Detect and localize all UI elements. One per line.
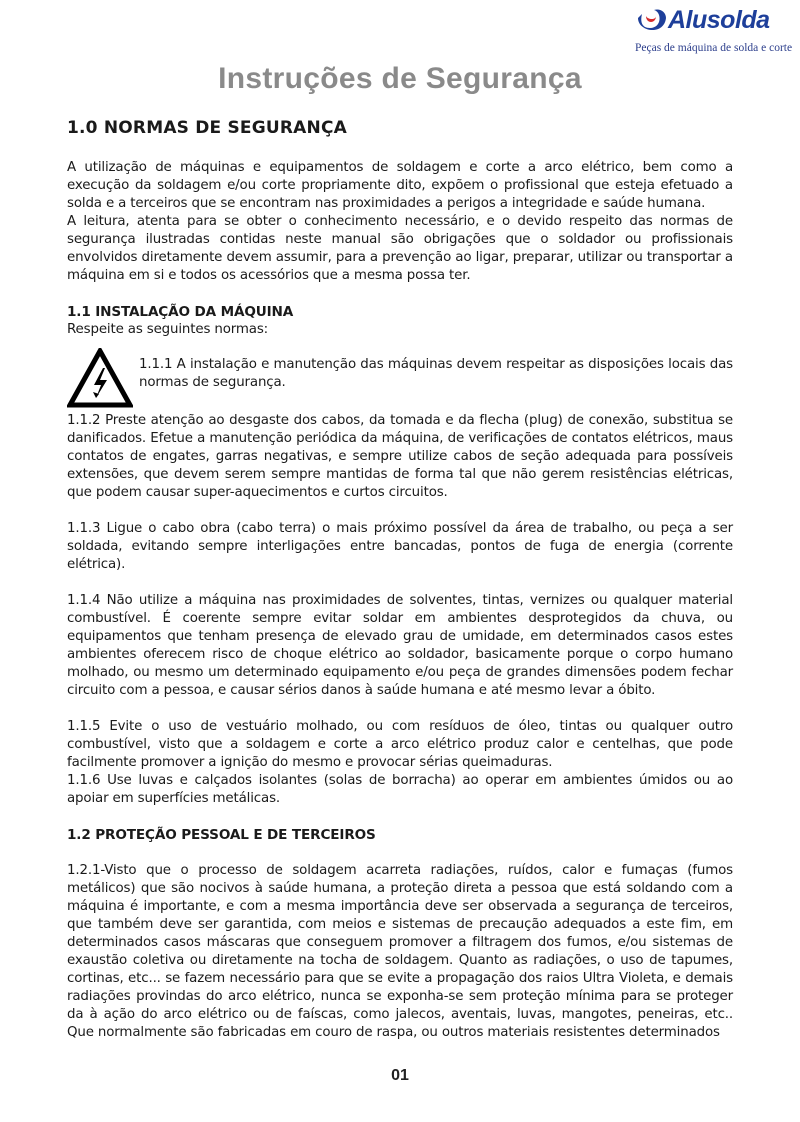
- page-number: 01: [391, 1067, 409, 1084]
- electric-shock-warning-icon: [67, 348, 133, 408]
- page-title: Instruções de Segurança: [218, 62, 582, 95]
- paragraph-reading: A leitura, atenta para se obter o conhecimento necessário, e o devido respeito das normas de segurança ilustradas contidas neste manual são obrigações que o soldador ou profissionais envolvidos diretamente devem assumir, para a prevenção ao ligar, preparar, utilizar ou transportar a máquina em si e todos os acessórios que a mesma possa ter.: [67, 214, 733, 283]
- item-1-2-1: 1.2.1-Visto que o processo de soldagem acarreta radiações, ruídos, calor e fumaças (fumos metálicos) que são nocivos à saúde humana, a proteção direta a pessoa que está soldando com a máquina é importante, e com a mesma importância deve ser observada a segurança de terceiros, que também deve ser garantida, com meios e sistemas de precaução adequados a este fim, em determinados casos máscaras que conseguem promover a filtragem dos fumos, e/ou sistemas de exaustão coletiva ou diretamente na tocha de soldagem. Quanto as radiações, o uso de tapumes, cortinas, etc... se fazem necessário para que se evite a propagação dos raios Ultra Violeta, e demais radiações provindas do arco elétrico, nunca se exponha-se sem proteção mínima para se proteger da à ação do arco elétrico ou de faíscas, como jalecos, aventais, luvas, mangotes, peneiras, etc.. Que normalmente são fabricadas em couro de raspa, ou outros materiais resistentes determinados: [67, 863, 733, 1040]
- logo-name: Alusolda: [668, 6, 770, 34]
- logo-tagline: Peças de máquina de solda e corte: [635, 42, 793, 54]
- alusolda-swirl-icon: [634, 4, 670, 40]
- document-body: [67, 117, 733, 1042]
- item-1-1-5: 1.1.5 Evite o uso de vestuário molhado, ou com resíduos de óleo, tintas ou qualquer outro combustível, visto que a soldagem e corte a arco elétrico produz calor e centelhas, que pode facilmente promover a ignição do mesmo e provocar sérias queimaduras.: [67, 719, 733, 770]
- section-heading-1-0: 1.0 NORMAS DE SEGURANÇA: [67, 118, 348, 138]
- item-1-1-2: 1.1.2 Preste atenção ao desgaste dos cabos, da tomada e da flecha (plug) de conexão, substitua se danificados. Efetue a manutenção periódica da máquina, de verificações de contatos elétricos, maus contatos de engates, garras negativas, e sempre utilize cabos de seção adequada para possíveis extensões, que devem serem sempre mantidas de forma tal que não gerem resistências elétricas, que podem causar super-aquecimentos e curtos circuitos.: [67, 413, 733, 500]
- item-1-1-1: 1.1.1 A instalação e manutenção das máquinas devem respeitar as disposições locais das normas de segurança.: [139, 357, 733, 390]
- item-1-1-3: 1.1.3 Ligue o cabo obra (cabo terra) o mais próximo possível da área de trabalho, ou peça a ser soldada, evitando sempre interligações entre bancadas, pontos de fuga de energia (corrente elétrica).: [67, 521, 733, 572]
- company-logo: [632, 2, 793, 60]
- warning-item: [67, 350, 733, 408]
- section-heading-1-1: 1.1 INSTALAÇÃO DA MÁQUINA: [67, 304, 294, 320]
- section-heading-1-2: 1.2 PROTEÇÃO PESSOAL E DE TERCEIROS: [67, 827, 376, 843]
- section-intro: Respeite as seguintes normas:: [67, 322, 269, 337]
- paragraph-intro: A utilização de máquinas e equipamentos de soldagem e corte a arco elétrico, bem como a execução da soldagem e/ou corte propriamente dito, expõem o profissional que esteja efetuado a solda e a terceiros que se encontram nas proximidades a perigos a integridade e saúde humana.: [67, 160, 733, 211]
- item-1-1-6: 1.1.6 Use luvas e calçados isolantes (solas de borracha) ao operar em ambientes úmidos ou ao apoiar em superfícies metálicas.: [67, 773, 733, 806]
- item-1-1-4: 1.1.4 Não utilize a máquina nas proximidades de solventes, tintas, vernizes ou qualquer material combustível. É coerente sempre evitar soldar em ambientes desprotegidos da chuva, ou equipamentos que tenham presença de elevado grau de umidade, em determinados casos estes ambientes oferecem risco de choque elétrico ao soldador, basicamente porque o corpo humano molhado, ou mesmo um determinado equipamento e/ou peça de grandes dimensões podem fechar circuito com a pessoa, e causar sérios danos à saúde humana e até mesmo levar a óbito.: [67, 593, 733, 698]
